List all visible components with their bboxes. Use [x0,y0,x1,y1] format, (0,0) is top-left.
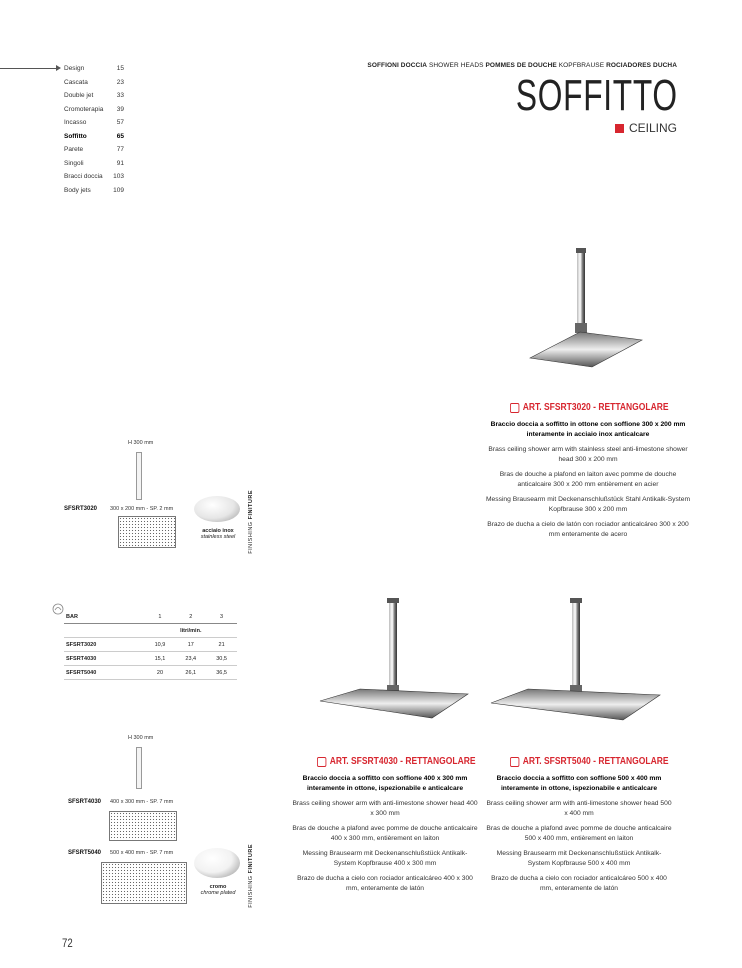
desc-en: Brass ceiling shower arm with stainless steel anti-limestone shower head 300 x 200 mm [488,446,688,463]
index-item-label: Double jet [64,92,94,99]
finish-swatch-chrome [194,848,240,878]
drawing-code-4030: SFSRT4030 [68,799,102,805]
table-row: SFSRT5040 20 26,1 36,5 [64,666,237,680]
desc-it: Braccio doccia a soffitto in ottone con soffione 300 x 200 mm interamente in acciaio inox anticalcare [490,421,686,438]
drawing-pipe [136,747,142,789]
index-item-page: 109 [113,186,124,194]
art-label: ART. SFSRT4030 - RETTANGOLARE [329,756,476,767]
index-item-page: 103 [113,173,124,180]
index-item[interactable] [64,157,124,171]
index-item-label: Parete [64,146,84,153]
index-item[interactable] [64,62,124,76]
drawing-spec-5040: 500 x 400 mm - SP. 7 mm [110,850,174,856]
drawing-pipe [136,452,142,500]
desc-es: Brazo de ducha a cielo con rociador anticalcáreo 400 x 300 mm, enteramente de latón [297,875,473,892]
desc-fr: Bras de douche a plafond en laiton avec pomme de douche anticalcaire 300 x 200 mm entièrement en acier [499,471,677,488]
page-title: SOFFITTO [516,71,678,120]
index-item-page: 65 [116,132,124,140]
index-item-label: Incasso [64,119,87,126]
finish-label-stainless: acciaio inox stainless steel [200,528,236,540]
page-subtitle [615,121,677,135]
desc-it: Braccio doccia a soffitto con soffione 500 x 400 mm interamente in ottone, ispezionabile e anticalcare [496,775,662,792]
drawing-showerhead-4030 [109,811,177,841]
desc-it: Braccio doccia a soffitto con soffione 400 x 300 mm interamente in ottone, ispezionabile e anticalcare [302,775,468,792]
index-item[interactable] [64,170,124,184]
checkbox-icon [510,403,519,413]
bar-2: 2 [175,610,206,624]
index-item-page: 39 [116,105,124,113]
index-item[interactable] [64,143,124,157]
drawing-height-label: H 300 mm [128,440,154,446]
pressure-icon [52,603,64,615]
desc-en: Brass ceiling shower arm with anti-limestone shower head 400 x 300 mm [292,800,478,817]
drawing-spec-4030: 400 x 300 mm - SP. 7 mm [110,799,174,805]
index-item-page: 33 [116,92,124,99]
index-item-label: Bracci doccia [64,173,103,180]
index-item-page: 91 [116,159,124,167]
desc-en: Brass ceiling shower arm with anti-limestone shower head 500 x 400 mm [486,800,672,817]
page-number: 72 [62,936,73,950]
category-line [367,62,677,69]
index-pointer-line [0,68,58,69]
index-pointer-arrow-icon [56,65,61,71]
bar-3: 3 [206,610,237,624]
cat-es: ROCIADORES DUCHA [606,62,677,69]
drawing-showerhead [118,516,176,548]
drawing-spec: 300 x 200 mm - SP. 2 mm [110,506,174,512]
finish-label-chrome: cromo chrome plated [200,884,236,896]
index-item[interactable] [64,130,124,144]
section-index [64,62,124,197]
desc-de: Messing Brausearm mit Deckenanschlußstück Antikalk-System Kopfbrause 400 x 300 mm [302,850,468,867]
drawing-showerhead-5040 [101,862,187,904]
table-unit-row [64,624,237,638]
table-row: SFSRT4030 15,1 23,4 30,5 [64,652,237,666]
index-item[interactable] [64,103,124,117]
index-item-label: Cascata [64,78,88,86]
index-item[interactable] [64,76,124,90]
index-item-page: 57 [116,119,124,126]
index-item-page: 77 [116,146,124,153]
drawing-code: SFSRT3020 [64,506,98,512]
cat-it: SOFFIONI DOCCIA [367,62,428,69]
art-label: ART. SFSRT3020 - RETTANGOLARE [522,402,669,413]
index-item[interactable] [64,184,124,198]
finish-swatch-stainless [194,496,240,522]
product-image-sfsrt3020 [520,240,650,370]
product-title-sfsrt3020 [510,402,669,413]
desc-fr: Bras de douche a plafond avec pomme de douche anticalcaire 400 x 300 mm, entièrement en laiton [292,825,478,842]
cat-de: KOPFBRAUSE [558,62,605,69]
index-item-label: Design [64,65,85,72]
product-desc-sfsrt3020 [483,420,693,545]
checkbox-icon [317,757,326,767]
product-desc-sfsrt5040 [486,774,672,899]
index-item[interactable] [64,89,124,103]
product-title-sfsrt5040 [510,756,669,767]
art-label: ART. SFSRT5040 - RETTANGOLARE [522,756,669,767]
bar-label: BAR [64,610,145,624]
index-item-page: 23 [116,78,124,86]
index-item-page: 15 [116,65,124,72]
desc-de: Messing Brausearm mit Deckenanschlußstück Antikalk-System Kopfbrause 500 x 400 mm [496,850,662,867]
checkbox-icon [510,757,519,767]
drawing-height-label: H 300 mm [128,735,154,741]
desc-es: Brazo de ducha a cielo con rociador anticalcáreo 500 x 400 mm, enteramente de latón [491,875,667,892]
flow-rate-table [64,610,237,680]
table-header-row [64,610,237,624]
table-row: SFSRT3020 10,9 17 21 [64,638,237,652]
index-item-label: Singoli [64,159,84,167]
product-desc-sfsrt4030 [292,774,478,899]
index-item[interactable] [64,116,124,130]
index-item-label: Body jets [64,186,91,194]
product-image-sfsrt4030 [314,588,474,733]
unit-label: litri/min. [145,624,237,638]
desc-fr: Bras de douche a plafond avec pomme de douche anticalcaire 500 x 400 mm, entièrement en laiton [486,825,672,842]
drawing-code-5040: SFSRT5040 [68,850,102,856]
index-item-label: Cromoterapia [64,105,104,113]
cat-fr: POMMES DE DOUCHE [485,62,557,69]
finiture-label-2: FINISHING FINITURE [248,844,254,908]
desc-de: Messing Brausearm mit Deckenanschlußstück Stahl Antikalk-System Kopfbrause 300 x 200 mm [485,496,691,513]
cat-en: SHOWER HEADS [428,62,484,69]
subtitle-text: CEILING [628,121,677,135]
product-image-sfsrt5040 [488,588,663,733]
bar-1: 1 [145,610,176,624]
finiture-label-1: FINISHING FINITURE [248,490,254,554]
index-item-label: Soffitto [64,132,87,140]
product-title-sfsrt4030 [317,756,476,767]
desc-es: Brazo de ducha a cielo de latón con rociador anticalcáreo 300 x 200 mm enteramente de acero [487,521,689,538]
red-square-icon [615,124,624,133]
